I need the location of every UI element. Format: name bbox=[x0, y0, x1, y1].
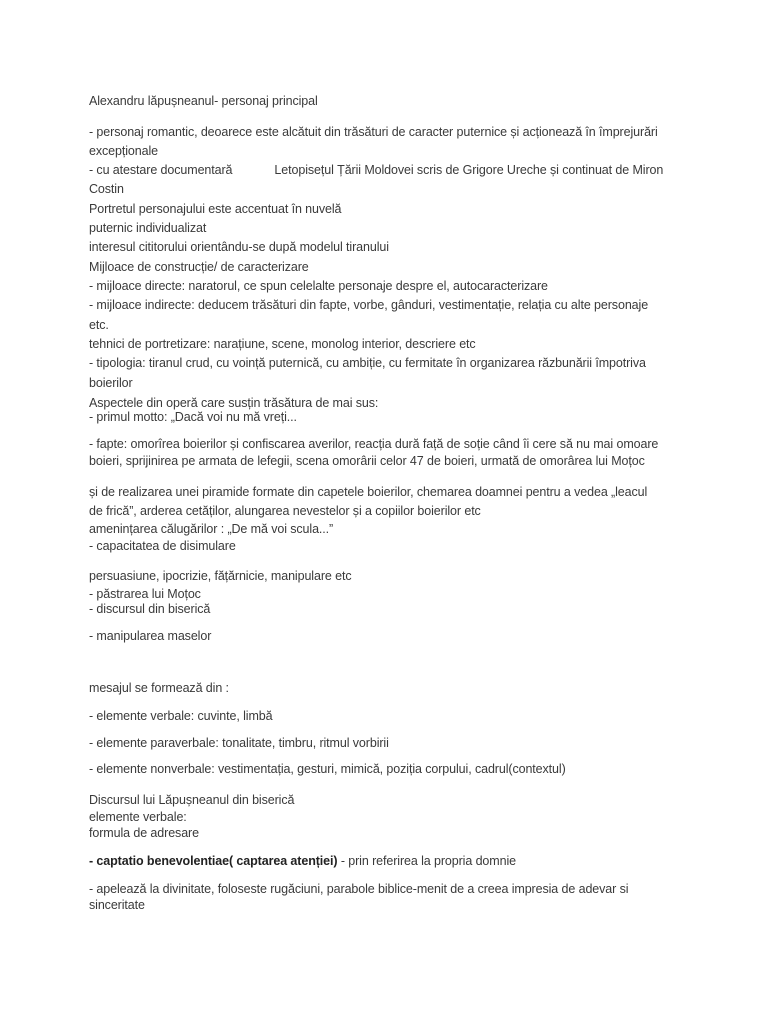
text-line bbox=[89, 163, 663, 178]
text-line: Discursul lui Lăpușneanul din biserică bbox=[89, 793, 295, 807]
text-line: excepționale bbox=[89, 144, 158, 158]
text-line: - fapte: omorîrea boierilor și confiscarea averilor, reacția dură față de soție când îi cere să nu mai omoare bbox=[89, 437, 659, 451]
text-line: formula de adresare bbox=[89, 826, 199, 840]
text-line: - elemente nonverbale: vestimentația, gesturi, mimică, poziția corpului, cadrul(contextul) bbox=[89, 762, 566, 776]
text-line: - mijloace directe: naratorul, ce spun celelalte personaje despre el, autocaracterizare bbox=[89, 279, 548, 293]
text-line: de frică”, arderea cetăților, alungarea nevestelor și a copiilor boierilor etc bbox=[89, 504, 481, 518]
text-line: - mijloace indirecte: deducem trăsături din fapte, vorbe, gânduri, vestimentație, relația cu alte personaje bbox=[89, 298, 649, 312]
text-line: - elemente verbale: cuvinte, limbă bbox=[89, 709, 273, 723]
bold-term: - captatio benevolentiae( captarea atenției) bbox=[89, 854, 338, 868]
text-line: boierilor bbox=[89, 376, 133, 390]
text-line: persuasiune, ipocrizie, fățărnicie, manipulare etc bbox=[89, 569, 352, 583]
text-line: - tipologia: tiranul crud, cu voință puternică, cu ambiție, cu fermitate în organizarea răzbunării împotriva bbox=[89, 356, 646, 370]
document-title: Alexandru lăpușneanul- personaj principal bbox=[89, 94, 318, 108]
text-segment: - prin referirea la propria domnie bbox=[340, 854, 516, 868]
text-line: - primul motto: „Dacă voi nu mă vreți... bbox=[89, 410, 297, 424]
text-line: - elemente paraverbale: tonalitate, timbru, ritmul vorbirii bbox=[89, 736, 389, 750]
text-line: mesajul se formează din : bbox=[89, 681, 229, 695]
text-line: elemente verbale: bbox=[89, 810, 187, 824]
text-line bbox=[89, 854, 516, 869]
text-line: - capacitatea de disimulare bbox=[89, 539, 236, 553]
text-line: Costin bbox=[89, 182, 124, 196]
text-line: etc. bbox=[89, 318, 109, 332]
text-line: puternic individualizat bbox=[89, 221, 207, 235]
text-line: și de realizarea unei piramide formate din capetele boierilor, chemarea doamnei pentru a vedea „leacul bbox=[89, 485, 648, 499]
text-line: Aspectele din operă care susțin trăsătura de mai sus: bbox=[89, 396, 379, 410]
text-line: - discursul din biserică bbox=[89, 602, 211, 616]
text-line: interesul cititorului orientându-se după modelul tiranului bbox=[89, 240, 389, 254]
text-line: tehnici de portretizare: narațiune, scene, monolog interior, descriere etc bbox=[89, 337, 476, 351]
text-line: - păstrarea lui Moțoc bbox=[89, 587, 201, 601]
text-line: boieri, sprijinirea pe armata de lefegii, scena omorârii celor 47 de boieri, urmată de omorârea lui Moțoc bbox=[89, 454, 645, 468]
text-line: - manipularea maselor bbox=[89, 629, 212, 643]
text-line: Mijloace de construcție/ de caracterizare bbox=[89, 260, 309, 274]
text-segment: Letopisețul Țării Moldovei scris de Grigore Ureche și continuat de Miron bbox=[274, 163, 664, 177]
text-line: - apelează la divinitate, foloseste rugăciuni, parabole biblice-menit de a creea impresia de adevar si bbox=[89, 882, 629, 896]
text-segment: - cu atestare documentară bbox=[89, 163, 233, 177]
text-line: Portretul personajului este accentuat în nuvelă bbox=[89, 202, 342, 216]
text-line: amenințarea călugărilor : „De mă voi scula...” bbox=[89, 522, 334, 536]
text-line: - personaj romantic, deoarece este alcătuit din trăsături de caracter puternice și acționează în împrejurări bbox=[89, 125, 658, 139]
text-line: sinceritate bbox=[89, 898, 145, 912]
